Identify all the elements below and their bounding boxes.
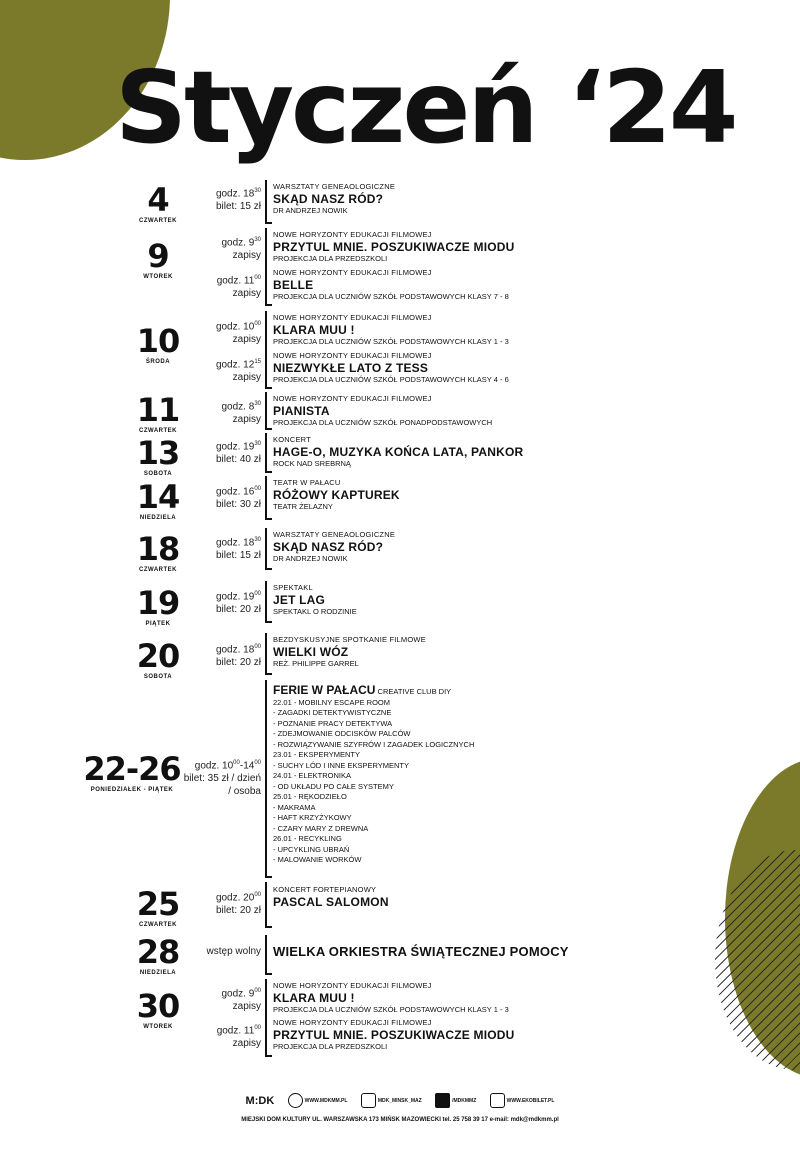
bracket xyxy=(265,311,272,389)
event-time: godz. $20^{00}$ bilet: 20 zł xyxy=(215,892,261,917)
event-entry: KONCERT HAGE-O, MUZYKA KOŃCA LATA, PANKOR ROCK NAD SREBRNĄ xyxy=(273,435,524,468)
tickets-link[interactable]: WWW.EKOBILET.PL xyxy=(490,1093,555,1108)
page-title: Styczeń ‘24 xyxy=(115,49,736,166)
bracket xyxy=(265,882,272,928)
event-entry: WARSZTATY GENEAOLOGICZNE SKĄD NASZ RÓD? DR ANDRZEJ NOWIK xyxy=(273,530,396,563)
bracket xyxy=(265,528,272,570)
event-time: godz. $11^{00}$ zapisy xyxy=(216,1025,261,1050)
bracket xyxy=(265,392,272,430)
event-time: godz. $18^{30}$ bilet: 15 zł xyxy=(215,537,261,562)
event-entry: TEATR W PAŁACU RÓŻOWY KAPTUREK TEATR ŻELAZNY xyxy=(273,478,400,511)
event-time: godz. $18^{30}$ bilet: 15 zł xyxy=(215,188,261,213)
bracket xyxy=(265,633,272,675)
event-time: godz. $18^{00}$ bilet: 20 zł xyxy=(215,644,261,669)
day-30: 30 WTOREK xyxy=(136,987,180,1030)
event-entry: NOWE HORYZONTY EDUKACJI FILMOWEJ PIANISTA PROJEKCJA DLA UCZNIÓW SZKÓŁ PONADPODSTAWOWYCH xyxy=(273,394,493,427)
day-10: 10 ŚRODA xyxy=(136,322,180,365)
instagram-link[interactable]: MDK_MINSK_MAZ xyxy=(361,1093,422,1108)
bracket xyxy=(265,979,272,1057)
bracket xyxy=(265,476,272,520)
footer-address: MIEJSKI DOM KULTURY UL. WARSZAWSKA 173 MIŃSK MAZOWIECKI tel. 25 758 39 17 e-mail: mdk@mdkmm.pl xyxy=(241,1117,559,1123)
event-entry: WIELKA ORKIESTRA ŚWIĄTECZNEJ POMOCY xyxy=(273,944,569,959)
event-entry: NOWE HORYZONTY EDUKACJI FILMOWEJ NIEZWYKŁE LATO Z TESS PROJEKCJA DLA UCZNIÓW SZKÓŁ PODSTAWOWYCH KLASY 4 - 6 xyxy=(273,351,509,384)
bracket xyxy=(265,581,272,623)
event-time: godz. $9^{30}$ zapisy xyxy=(221,237,261,262)
bracket xyxy=(265,935,272,975)
day-4: 4 CZWARTEK xyxy=(139,181,177,224)
event-time: godz. $19^{30}$ bilet: 40 zł xyxy=(215,441,261,466)
day-18: 18 CZWARTEK xyxy=(136,530,180,573)
facebook-link[interactable]: /MDKMMZ xyxy=(435,1093,476,1108)
event-time: godz. $16^{00}$ bilet: 30 zł xyxy=(215,486,261,511)
event-time: godz. $11^{00}$ zapisy xyxy=(216,275,261,300)
event-entry: NOWE HORYZONTY EDUKACJI FILMOWEJ BELLE PROJEKCJA DLA UCZNIÓW SZKÓŁ PODSTAWOWYCH KLASY 7 - 8 xyxy=(273,268,509,301)
bracket xyxy=(265,180,272,224)
footer-links xyxy=(0,1093,800,1108)
event-time: godz. $8^{30}$ zapisy xyxy=(221,401,261,426)
event-time: godz. $9^{00}$ zapisy xyxy=(221,988,261,1013)
event-entry: BEZDYSKUSYJNE SPOTKANIE FILMOWE WIELKI WÓZ REŻ. PHILIPPE GARREL xyxy=(273,635,426,668)
mdk-logo: M:DK xyxy=(245,1094,275,1107)
event-time: godz. $10^{00}$ zapisy xyxy=(215,321,261,346)
day-25: 25 CZWARTEK xyxy=(136,885,180,928)
instagram-icon xyxy=(361,1093,376,1108)
website-link[interactable]: WWW.MDKMM.PL xyxy=(288,1093,348,1108)
event-entry: SPEKTAKL JET LAG SPEKTAKL O RODZINIE xyxy=(273,583,357,616)
day-19: 19 PIĄTEK xyxy=(136,584,180,627)
event-time: wstęp wolny xyxy=(206,946,261,957)
event-time: godz. $12^{15}$ zapisy xyxy=(215,359,261,384)
ticket-icon xyxy=(490,1093,505,1108)
event-entry: NOWE HORYZONTY EDUKACJI FILMOWEJ KLARA MUU ! PROJEKCJA DLA UCZNIÓW SZKÓŁ PODSTAWOWYCH KLASY 1 - 3 xyxy=(273,313,509,346)
event-entry: WARSZTATY GENEAOLOGICZNE SKĄD NASZ RÓD? DR ANDRZEJ NOWIK xyxy=(273,182,396,215)
bracket xyxy=(265,680,272,878)
event-time: godz. $19^{00}$ bilet: 20 zł xyxy=(215,591,261,616)
event-entry: NOWE HORYZONTY EDUKACJI FILMOWEJ PRZYTUL MNIE. POSZUKIWACZE MIODU PROJEKCJA DLA PRZEDSZKOLI xyxy=(273,230,515,263)
event-entry: KONCERT FORTEPIANOWY PASCAL SALOMON xyxy=(273,885,389,909)
event-entry: NOWE HORYZONTY EDUKACJI FILMOWEJ PRZYTUL MNIE. POSZUKIWACZE MIODU PROJEKCJA DLA PRZEDSZKOLI xyxy=(273,1018,515,1051)
ferie-time: godz. $10^{00}-14^{00}$ bilet: 35 zł / dzień / osoba xyxy=(183,760,261,798)
day-20: 20 SOBOTA xyxy=(136,637,180,680)
event-entry: NOWE HORYZONTY EDUKACJI FILMOWEJ KLARA MUU ! PROJEKCJA DLA UCZNIÓW SZKÓŁ PODSTAWOWYCH KLASY 1 - 3 xyxy=(273,981,509,1014)
facebook-icon xyxy=(435,1093,450,1108)
ferie-block: FERIE W PAŁACU CREATIVE CLUB DIY 22.01 - MOBILNY ESCAPE ROOM - ZAGADKI DETEKTYWISTYCZNE - POZNANIE PRACY DETEKTYWA - ZDEJMOWANIE ODCISKÓW PALCÓW - ROZWIĄZYWANIE SZYFRÓW I ZAGADEK LOGICZNYCH 23.01 - EKSPERYMENTY - SUCHY LÓD I INNE EKSPERYMENTY 24.01 - ELEKTRONIKA - OD UKŁADU PO CAŁE SYSTEMY 25.01 - RĘKODZIEŁO - MAKRAMA - HAFT KRZYŻYKOWY - CZARY MARY Z DREWNA 26.01 - RECYKLING - UPCYKLING UBRAŃ - MALOWANIE WORKÓW xyxy=(273,683,475,864)
day-11: 11 CZWARTEK xyxy=(136,391,180,434)
globe-icon xyxy=(288,1093,303,1108)
bracket xyxy=(265,228,272,306)
bracket xyxy=(265,433,272,473)
day-28: 28 NIEDZIELA xyxy=(136,933,180,976)
day-13: 13 SOBOTA xyxy=(136,434,180,477)
day-14: 14 NIEDZIELA xyxy=(136,478,180,521)
day-22-26: 22-26 PONIEDZIAŁEK - PIĄTEK xyxy=(83,750,181,793)
day-9: 9 WTOREK xyxy=(143,237,173,280)
